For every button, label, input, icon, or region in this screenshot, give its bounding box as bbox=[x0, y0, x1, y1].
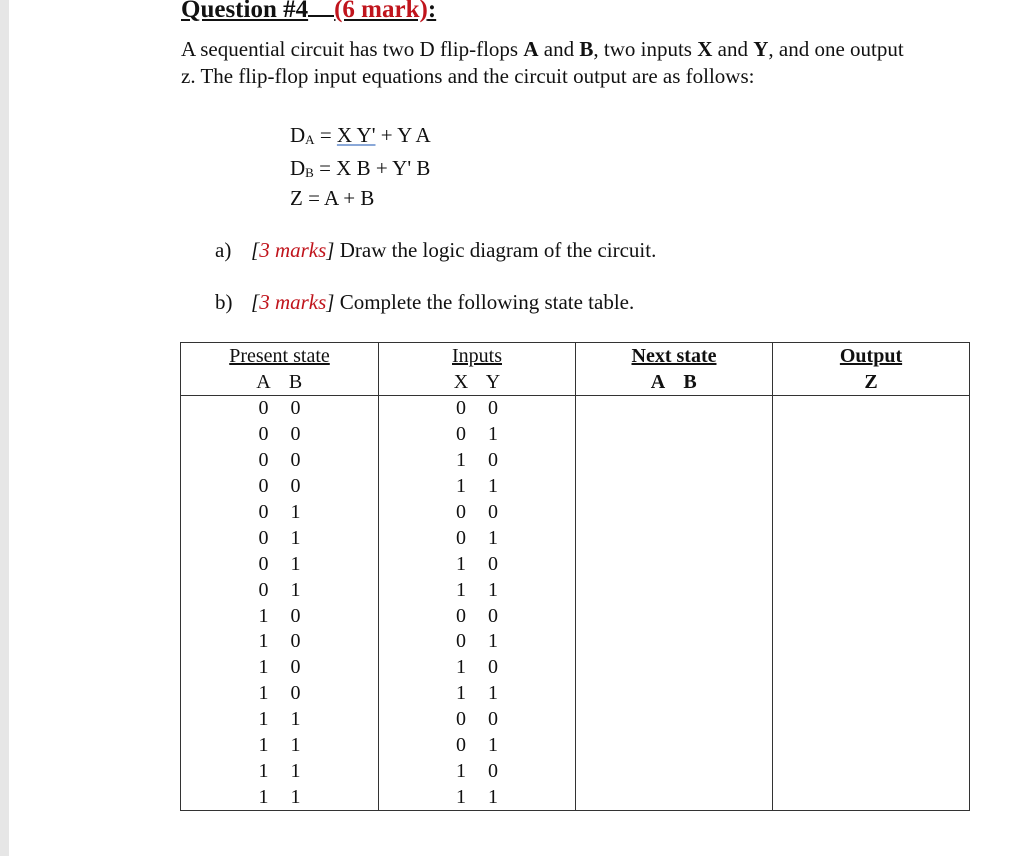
cell-inputs bbox=[379, 733, 576, 759]
cell-inputs bbox=[379, 577, 576, 603]
part-b bbox=[215, 290, 634, 315]
subheader-b: B bbox=[288, 371, 303, 393]
cell-present-state bbox=[181, 681, 379, 707]
cell-present-state bbox=[181, 784, 379, 810]
cell-present-b: 0 bbox=[290, 656, 301, 679]
part-b-close: ] bbox=[326, 290, 335, 314]
part-b-open: [ bbox=[251, 290, 260, 314]
cell-input-y: 1 bbox=[488, 578, 498, 601]
cell-output bbox=[773, 525, 970, 551]
cell-present-b: 0 bbox=[290, 423, 301, 446]
question-number: Question #4 bbox=[181, 0, 309, 23]
cell-next-state bbox=[576, 707, 773, 733]
subheader-a: A bbox=[256, 371, 271, 393]
cell-present-b: 1 bbox=[290, 526, 301, 549]
cell-present-state bbox=[181, 707, 379, 733]
cell-inputs bbox=[379, 474, 576, 500]
page-margin-bar bbox=[0, 0, 9, 856]
cell-present-state bbox=[181, 551, 379, 577]
table-row bbox=[181, 551, 970, 577]
cell-input-y: 0 bbox=[488, 501, 498, 523]
header-next-state: Next state bbox=[576, 343, 773, 370]
cell-inputs bbox=[379, 681, 576, 707]
cell-inputs bbox=[379, 422, 576, 448]
cell-inputs bbox=[379, 707, 576, 733]
question-marks: (6 mark) bbox=[334, 0, 428, 23]
cell-output bbox=[773, 655, 970, 681]
cell-input-x: 1 bbox=[456, 578, 466, 601]
cell-input-y: 0 bbox=[488, 656, 498, 679]
cell-input-y: 1 bbox=[488, 682, 498, 705]
cell-input-x: 1 bbox=[456, 682, 466, 705]
cell-input-x: 0 bbox=[456, 423, 466, 446]
cell-input-x: 1 bbox=[456, 785, 466, 808]
cell-next-state bbox=[576, 396, 773, 422]
table-row bbox=[181, 525, 970, 551]
cell-present-b: 1 bbox=[290, 552, 301, 575]
cell-inputs bbox=[379, 396, 576, 422]
cell-inputs bbox=[379, 784, 576, 810]
cell-present-state bbox=[181, 525, 379, 551]
cell-input-y: 0 bbox=[488, 397, 498, 420]
da-term-2: + Y A bbox=[375, 123, 431, 147]
cell-present-state bbox=[181, 577, 379, 603]
cell-present-b: 0 bbox=[290, 604, 301, 627]
subheader-next-a: A bbox=[650, 371, 666, 393]
cell-input-y: 1 bbox=[488, 630, 498, 653]
cell-output bbox=[773, 629, 970, 655]
db-expression: = X B + Y' B bbox=[313, 156, 431, 180]
cell-input-x: 0 bbox=[456, 604, 466, 627]
part-a-marks bbox=[251, 238, 334, 262]
question-heading bbox=[181, 0, 436, 24]
part-b-marks bbox=[251, 290, 334, 314]
part-b-label: b) bbox=[215, 290, 233, 314]
cell-next-state bbox=[576, 733, 773, 759]
cell-next-state bbox=[576, 681, 773, 707]
cell-present-state bbox=[181, 629, 379, 655]
cell-inputs bbox=[379, 655, 576, 681]
table-row bbox=[181, 603, 970, 629]
cell-present-state bbox=[181, 655, 379, 681]
cell-next-state bbox=[576, 422, 773, 448]
subheader-y: Y bbox=[485, 371, 501, 393]
cell-input-x: 1 bbox=[456, 759, 466, 782]
subheader-inputs bbox=[379, 369, 576, 396]
table-row bbox=[181, 577, 970, 603]
cell-output bbox=[773, 500, 970, 526]
cell-next-state bbox=[576, 655, 773, 681]
cell-present-a: 0 bbox=[258, 552, 269, 575]
db-subscript: B bbox=[305, 165, 314, 180]
cell-present-b: 1 bbox=[290, 785, 301, 808]
cell-present-b: 0 bbox=[290, 630, 301, 653]
cell-present-a: 0 bbox=[258, 449, 269, 472]
cell-input-x: 0 bbox=[456, 630, 466, 653]
cell-input-x: 1 bbox=[456, 449, 466, 472]
cell-present-a: 1 bbox=[258, 630, 269, 653]
part-a-open: [ bbox=[251, 238, 260, 262]
table-row bbox=[181, 396, 970, 422]
part-b-text: Complete the following state table. bbox=[334, 290, 635, 314]
table-row bbox=[181, 733, 970, 759]
cell-present-state bbox=[181, 758, 379, 784]
cell-input-x: 1 bbox=[456, 656, 466, 679]
cell-present-state bbox=[181, 422, 379, 448]
da-equals: = bbox=[314, 123, 337, 147]
table-row bbox=[181, 422, 970, 448]
part-b-marks-text: 3 marks bbox=[259, 290, 327, 314]
cell-next-state bbox=[576, 629, 773, 655]
subheader-output: Z bbox=[773, 369, 970, 396]
cell-present-b: 1 bbox=[290, 578, 301, 601]
cell-output bbox=[773, 474, 970, 500]
cell-present-a: 1 bbox=[258, 734, 269, 757]
cell-next-state bbox=[576, 551, 773, 577]
cell-input-y: 1 bbox=[488, 475, 498, 498]
table-row bbox=[181, 448, 970, 474]
cell-output bbox=[773, 448, 970, 474]
cell-inputs bbox=[379, 758, 576, 784]
cell-output bbox=[773, 681, 970, 707]
cell-present-a: 1 bbox=[258, 682, 269, 705]
table-row bbox=[181, 784, 970, 810]
cell-inputs bbox=[379, 603, 576, 629]
cell-present-b: 1 bbox=[290, 708, 301, 731]
part-a-marks-text: 3 marks bbox=[259, 238, 327, 262]
cell-output bbox=[773, 707, 970, 733]
cell-present-b: 1 bbox=[290, 759, 301, 782]
cell-output bbox=[773, 733, 970, 759]
cell-input-y: 0 bbox=[488, 759, 498, 782]
cell-next-state bbox=[576, 603, 773, 629]
da-term-1: X Y' bbox=[336, 123, 376, 147]
cell-next-state bbox=[576, 500, 773, 526]
cell-present-state bbox=[181, 603, 379, 629]
part-a-label: a) bbox=[215, 238, 232, 262]
cell-present-a: 1 bbox=[258, 759, 269, 782]
cell-present-b: 0 bbox=[290, 475, 301, 498]
cell-inputs bbox=[379, 525, 576, 551]
header-present-state: Present state bbox=[181, 343, 379, 370]
cell-input-x: 1 bbox=[456, 552, 466, 575]
intro-line-2: z. The flip-flop input equations and the circuit output are as follows: bbox=[181, 64, 755, 88]
cell-present-b: 0 bbox=[290, 397, 301, 420]
cell-input-x: 0 bbox=[456, 734, 466, 757]
table-row bbox=[181, 655, 970, 681]
state-table bbox=[180, 342, 970, 811]
cell-next-state bbox=[576, 448, 773, 474]
part-a-close: ] bbox=[326, 238, 335, 262]
cell-present-a: 1 bbox=[258, 785, 269, 808]
equation-db bbox=[290, 156, 430, 181]
cell-input-y: 0 bbox=[488, 708, 498, 731]
intro-line-1: A sequential circuit has two D flip-flops A and B, two inputs X and Y, and one output bbox=[181, 37, 904, 61]
subheader-next bbox=[576, 369, 773, 396]
table-row bbox=[181, 707, 970, 733]
table-row bbox=[181, 500, 970, 526]
cell-input-x: 0 bbox=[456, 501, 466, 523]
cell-next-state bbox=[576, 474, 773, 500]
part-a-text: Draw the logic diagram of the circuit. bbox=[334, 238, 657, 262]
cell-present-b: 1 bbox=[290, 734, 301, 757]
cell-present-state bbox=[181, 500, 379, 526]
cell-input-y: 1 bbox=[488, 526, 498, 549]
cell-input-x: 0 bbox=[456, 397, 466, 420]
cell-output bbox=[773, 551, 970, 577]
cell-present-a: 0 bbox=[258, 578, 269, 601]
cell-input-y: 1 bbox=[488, 734, 498, 757]
equation-da bbox=[290, 123, 431, 148]
cell-next-state bbox=[576, 577, 773, 603]
cell-present-b: 1 bbox=[290, 501, 301, 523]
cell-input-x: 0 bbox=[456, 526, 466, 549]
cell-present-a: 0 bbox=[258, 397, 269, 420]
cell-inputs bbox=[379, 551, 576, 577]
table-row bbox=[181, 758, 970, 784]
cell-present-a: 0 bbox=[258, 501, 269, 523]
cell-output bbox=[773, 422, 970, 448]
cell-inputs bbox=[379, 629, 576, 655]
cell-present-a: 0 bbox=[258, 423, 269, 446]
cell-input-x: 1 bbox=[456, 475, 466, 498]
intro-paragraph bbox=[181, 36, 981, 90]
subheader-present bbox=[181, 369, 379, 396]
cell-present-b: 0 bbox=[290, 682, 301, 705]
cell-input-y: 0 bbox=[488, 604, 498, 627]
cell-next-state bbox=[576, 784, 773, 810]
subheader-x: X bbox=[453, 371, 469, 393]
part-a bbox=[215, 238, 656, 263]
cell-present-state bbox=[181, 448, 379, 474]
cell-input-y: 1 bbox=[488, 423, 498, 446]
heading-colon: : bbox=[427, 0, 437, 23]
db-symbol: D bbox=[290, 156, 306, 180]
cell-next-state bbox=[576, 758, 773, 784]
table-row bbox=[181, 629, 970, 655]
cell-present-state bbox=[181, 474, 379, 500]
subheader-next-b: B bbox=[683, 371, 697, 393]
cell-present-a: 1 bbox=[258, 604, 269, 627]
cell-input-y: 0 bbox=[488, 552, 498, 575]
cell-present-state bbox=[181, 733, 379, 759]
da-symbol: D bbox=[290, 123, 306, 147]
equation-z: Z = A + B bbox=[290, 186, 375, 210]
cell-present-a: 1 bbox=[258, 708, 269, 731]
cell-output bbox=[773, 396, 970, 422]
table-row bbox=[181, 474, 970, 500]
cell-output bbox=[773, 784, 970, 810]
cell-inputs bbox=[379, 448, 576, 474]
heading-underline-gap bbox=[308, 0, 334, 17]
cell-present-a: 1 bbox=[258, 656, 269, 679]
cell-present-b: 0 bbox=[290, 449, 301, 472]
cell-input-y: 1 bbox=[488, 785, 498, 808]
cell-output bbox=[773, 577, 970, 603]
header-output: Output bbox=[773, 343, 970, 370]
da-subscript: A bbox=[305, 132, 315, 147]
cell-next-state bbox=[576, 525, 773, 551]
cell-present-state bbox=[181, 396, 379, 422]
cell-present-a: 0 bbox=[258, 526, 269, 549]
cell-output bbox=[773, 758, 970, 784]
cell-inputs bbox=[379, 500, 576, 526]
table-row bbox=[181, 681, 970, 707]
header-inputs: Inputs bbox=[379, 343, 576, 370]
cell-input-y: 0 bbox=[488, 449, 498, 472]
cell-present-a: 0 bbox=[258, 475, 269, 498]
cell-output bbox=[773, 603, 970, 629]
cell-input-x: 0 bbox=[456, 708, 466, 731]
state-table-body bbox=[181, 396, 970, 811]
